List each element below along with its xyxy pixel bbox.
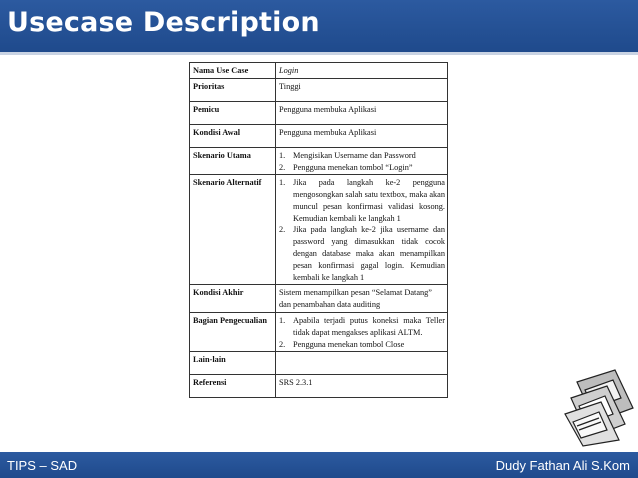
step-number: 2.	[279, 162, 286, 172]
step-text: Jika pada langkah ke-2 pengguna mengosongkan salah satu textbox, maka akan muncul pesan konfirmasi validasi kosong. Kemudian kembali ke langkah 1	[293, 178, 445, 223]
footer-course: TIPS – SAD	[7, 458, 78, 473]
row-label: Bagian Pengecualian	[190, 312, 276, 351]
step-text: Mengisikan Username dan Password	[293, 150, 416, 160]
list-item	[279, 339, 445, 351]
step-list	[279, 177, 445, 283]
row-label: Skenario Alternatif	[190, 175, 276, 285]
step-number: 1.	[279, 150, 286, 160]
row-value	[276, 312, 448, 351]
list-item	[279, 224, 445, 283]
table-row	[190, 352, 448, 375]
table-row	[190, 147, 448, 175]
row-value: Tinggi	[276, 78, 448, 101]
step-text: Pengguna menekan tombol “Login”	[293, 162, 413, 172]
footer-bar	[0, 452, 638, 478]
row-label: Kondisi Awal	[190, 124, 276, 147]
step-list	[279, 315, 445, 350]
row-label: Referensi	[190, 375, 276, 398]
footer-author: Dudy Fathan Ali S.Kom	[495, 458, 630, 473]
table-row	[190, 375, 448, 398]
list-item	[279, 150, 445, 162]
step-number: 1.	[279, 178, 286, 188]
row-label: Kondisi Akhir	[190, 285, 276, 313]
row-label: Pemicu	[190, 101, 276, 124]
row-value: Pengguna membuka Aplikasi	[276, 101, 448, 124]
row-label: Skenario Utama	[190, 147, 276, 175]
row-value: Pengguna membuka Aplikasi	[276, 124, 448, 147]
row-label: Nama Use Case	[190, 63, 276, 79]
list-item	[279, 162, 445, 174]
table-row	[190, 78, 448, 101]
slide-title: Usecase Description	[7, 7, 320, 38]
table-row	[190, 101, 448, 124]
step-list	[279, 150, 445, 174]
step-number: 2.	[279, 339, 286, 349]
table-row	[190, 175, 448, 285]
usecase-table	[189, 62, 448, 398]
row-value: SRS 2.3.1	[276, 375, 448, 398]
title-bar	[0, 0, 638, 52]
table-row	[190, 124, 448, 147]
table-row	[190, 285, 448, 313]
list-item	[279, 315, 445, 339]
step-text: Apabila terjadi putus koneksi maka Teller tidak dapat mengakses aplikasi ALTM.	[293, 315, 445, 337]
step-text: Pengguna menekan tombol Close	[293, 339, 405, 349]
step-number: 2.	[279, 225, 286, 235]
step-number: 1.	[279, 315, 286, 325]
row-value	[276, 175, 448, 285]
row-value	[276, 352, 448, 375]
table-row	[190, 63, 448, 79]
row-value: Login	[276, 63, 448, 79]
row-value	[276, 147, 448, 175]
table-row	[190, 312, 448, 351]
floppy-disks-icon	[563, 368, 637, 448]
list-item	[279, 177, 445, 224]
row-label: Prioritas	[190, 78, 276, 101]
step-text: Jika pada langkah ke-2 jika username dan password yang dimasukkan tidak cocok dengan database maka akan menampilkan pesan konfirmasi gagal login. Kemudian kembali ke langkah 1	[293, 225, 445, 282]
title-divider	[0, 52, 638, 55]
row-label: Lain-lain	[190, 352, 276, 375]
row-value: Sistem menampilkan pesan “Selamat Datang” dan penambahan data auditing	[276, 285, 448, 313]
